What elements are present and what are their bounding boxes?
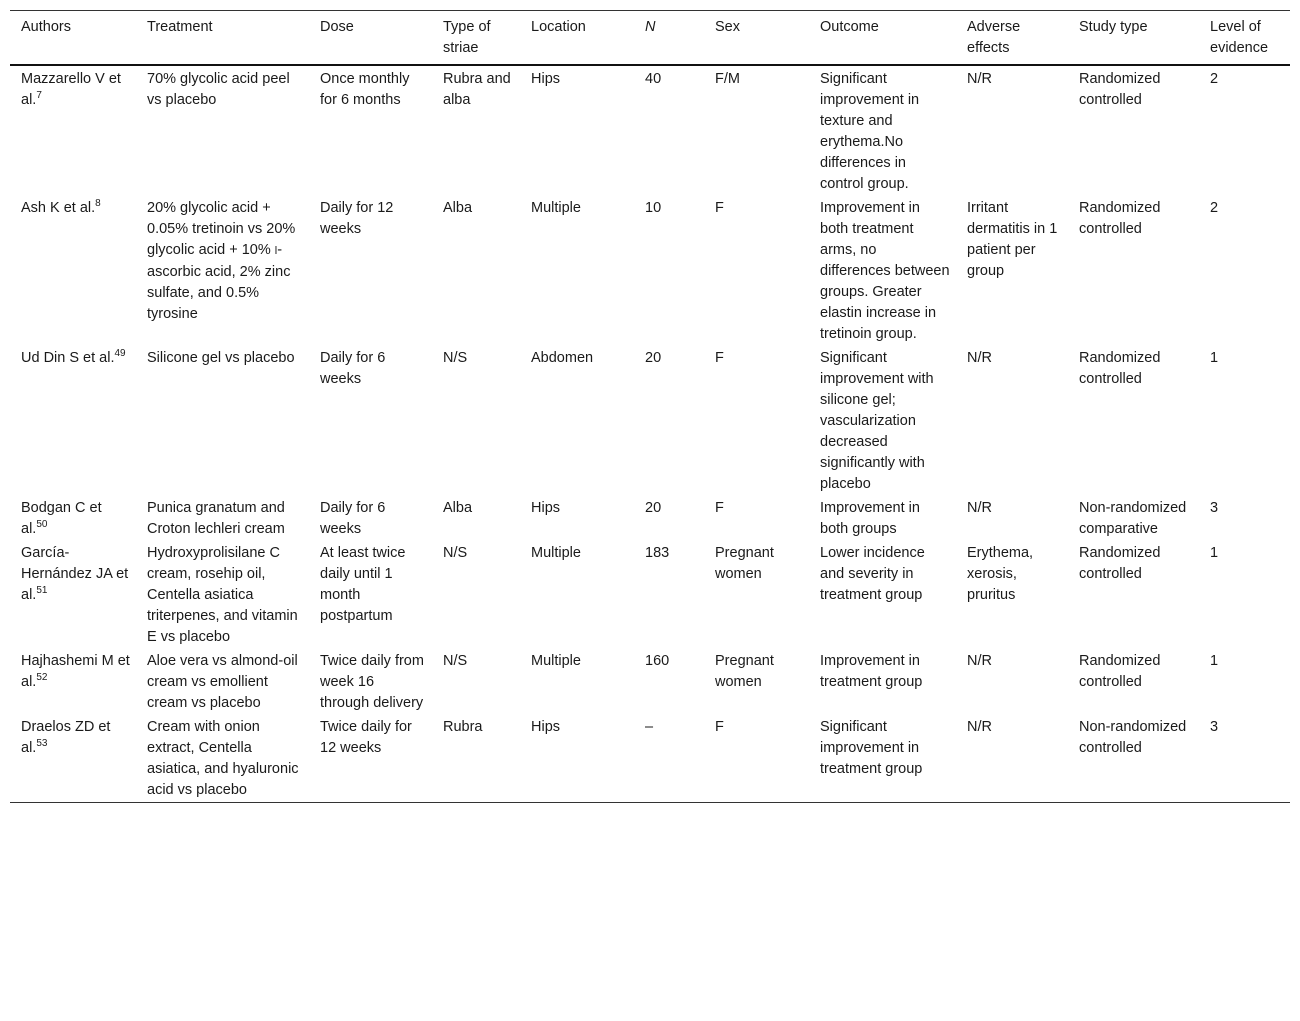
author-name: Ash K et al. <box>21 200 96 216</box>
header-location: Location <box>531 19 586 35</box>
cell-level: 3 <box>1210 500 1219 516</box>
header-dose: Dose <box>320 19 354 35</box>
cell-study-type: Non-randomized comparative <box>1079 500 1187 537</box>
cell-level: 2 <box>1210 200 1219 216</box>
reference-number: 49 <box>114 348 126 360</box>
cell-type: N/S <box>443 653 468 669</box>
cell-outcome: Significant improvement with silicone gel; vascularization decreased significantly with placebo <box>820 350 934 492</box>
cell-outcome: Significant improvement in texture and erythema.No differences in control group. <box>820 71 920 192</box>
cell-authors <box>10 649 136 715</box>
cell-treatment: Cream with onion extract, Centella asiatica, and hyaluronic acid vs placebo <box>147 719 299 798</box>
cell-type: N/S <box>443 545 468 561</box>
cell-sex: F/M <box>715 71 740 87</box>
table-row <box>10 649 1290 715</box>
cell-outcome: Lower incidence and severity in treatment group <box>820 545 925 603</box>
cell-authors <box>10 65 136 196</box>
author-name: García-Hernández JA et al. <box>21 545 129 603</box>
cell-dose: At least twice daily until 1 month postpartum <box>320 545 406 624</box>
cell-study-type: Randomized controlled <box>1079 350 1161 387</box>
cell-sex: F <box>715 719 724 735</box>
header-authors: Authors <box>21 19 71 35</box>
cell-outcome: Improvement in treatment group <box>820 653 923 690</box>
cell-adverse-effects: Erythema, xerosis, pruritus <box>967 545 1034 603</box>
header-n: N <box>645 19 656 35</box>
reference-number: 7 <box>36 90 42 102</box>
author-name: Mazzarello V et al. <box>21 71 121 108</box>
cell-treatment <box>136 196 309 346</box>
reference-number: 52 <box>36 672 48 684</box>
treatment-text-part-2: -ascorbic acid, 2% zinc sulfate, and 0.5% tyrosine <box>147 242 291 322</box>
cell-n: 20 <box>645 500 662 516</box>
header-level-of-evidence: Level of evidence <box>1210 19 1269 56</box>
cell-type: N/S <box>443 350 468 366</box>
cell-n: 183 <box>645 545 670 561</box>
cell-outcome: Improvement in both treatment arms, no differences between groups. Greater elastin increase in tretinoin group. <box>820 200 950 342</box>
table-row <box>10 196 1290 346</box>
cell-authors <box>10 496 136 541</box>
cell-treatment: Punica granatum and Croton lechleri cream <box>147 500 285 537</box>
cell-sex: F <box>715 350 724 366</box>
cell-level: 3 <box>1210 719 1219 735</box>
header-study-type: Study type <box>1079 19 1148 35</box>
treatment-text-part-1: 20% glycolic acid + 0.05% tretinoin vs 20% glycolic acid + 10% <box>147 200 296 258</box>
cell-dose: Daily for 6 weeks <box>320 350 386 387</box>
cell-adverse-effects: N/R <box>967 719 992 735</box>
cell-type: Rubra and alba <box>443 71 511 108</box>
cell-authors <box>10 715 136 803</box>
cell-type: Alba <box>443 200 473 216</box>
cell-adverse-effects: N/R <box>967 500 992 516</box>
cell-study-type: Randomized controlled <box>1079 200 1161 237</box>
cell-treatment: Aloe vera vs almond-oil cream vs emollient cream vs placebo <box>147 653 298 711</box>
cell-sex: Pregnant women <box>715 653 774 690</box>
cell-study-type: Randomized controlled <box>1079 545 1161 582</box>
reference-number: 50 <box>36 519 48 531</box>
cell-adverse-effects: N/R <box>967 350 992 366</box>
header-adverse-effects: Adverse effects <box>967 19 1021 56</box>
cell-location: Hips <box>531 719 561 735</box>
cell-authors <box>10 346 136 496</box>
cell-location: Hips <box>531 500 561 516</box>
cell-n: 160 <box>645 653 670 669</box>
cell-study-type: Non-randomized controlled <box>1079 719 1187 756</box>
cell-study-type: Randomized controlled <box>1079 71 1161 108</box>
reference-number: 53 <box>36 738 48 750</box>
cell-level: 1 <box>1210 653 1219 669</box>
cell-dose: Twice daily from week 16 through delivery <box>320 653 424 711</box>
header-row <box>10 11 1290 66</box>
header-type-of-striae: Type of striae <box>443 19 491 56</box>
cell-n: 20 <box>645 350 662 366</box>
cell-authors <box>10 196 136 346</box>
cell-level: 1 <box>1210 545 1219 561</box>
header-outcome: Outcome <box>820 19 879 35</box>
cell-outcome: Significant improvement in treatment group <box>820 719 923 777</box>
table-row <box>10 65 1290 196</box>
table-row <box>10 496 1290 541</box>
author-name: Bodgan C et al. <box>21 500 102 537</box>
cell-outcome: Improvement in both groups <box>820 500 920 537</box>
cell-n: 10 <box>645 200 662 216</box>
cell-adverse-effects: N/R <box>967 71 992 87</box>
author-name: Hajhashemi M et al. <box>21 653 130 690</box>
cell-dose: Twice daily for 12 weeks <box>320 719 412 756</box>
table-container <box>10 10 1290 803</box>
cell-location: Hips <box>531 71 561 87</box>
striae-treatment-table <box>10 10 1290 803</box>
treatment-small-caps-l: l <box>274 245 278 257</box>
cell-dose: Once monthly for 6 months <box>320 71 410 108</box>
cell-n: 40 <box>645 71 662 87</box>
cell-sex: Pregnant women <box>715 545 774 582</box>
cell-location: Abdomen <box>531 350 594 366</box>
cell-location: Multiple <box>531 653 581 669</box>
cell-treatment: Silicone gel vs placebo <box>147 350 295 366</box>
cell-dose: Daily for 6 weeks <box>320 500 386 537</box>
cell-adverse-effects: N/R <box>967 653 992 669</box>
cell-sex: F <box>715 200 724 216</box>
cell-level: 2 <box>1210 71 1219 87</box>
cell-treatment: Hydroxyprolisilane C cream, rosehip oil, Centella asiatica triterpenes, and vitamin E vs placebo <box>147 545 298 645</box>
cell-location: Multiple <box>531 545 581 561</box>
table-row <box>10 715 1290 803</box>
cell-type: Rubra <box>443 719 483 735</box>
cell-n: – <box>645 719 654 735</box>
table-row <box>10 346 1290 496</box>
cell-level: 1 <box>1210 350 1219 366</box>
cell-treatment: 70% glycolic acid peel vs placebo <box>147 71 290 108</box>
cell-type: Alba <box>443 500 473 516</box>
cell-location: Multiple <box>531 200 581 216</box>
reference-number: 51 <box>36 585 48 597</box>
header-treatment: Treatment <box>147 19 213 35</box>
cell-authors <box>10 541 136 649</box>
reference-number: 8 <box>95 198 101 210</box>
header-sex: Sex <box>715 19 740 35</box>
cell-study-type: Randomized controlled <box>1079 653 1161 690</box>
cell-sex: F <box>715 500 724 516</box>
author-name: Ud Din S et al. <box>21 350 115 366</box>
table-row <box>10 541 1290 649</box>
author-name: Draelos ZD et al. <box>21 719 111 756</box>
cell-adverse-effects: Irritant dermatitis in 1 patient per group <box>967 200 1058 279</box>
cell-dose: Daily for 12 weeks <box>320 200 394 237</box>
